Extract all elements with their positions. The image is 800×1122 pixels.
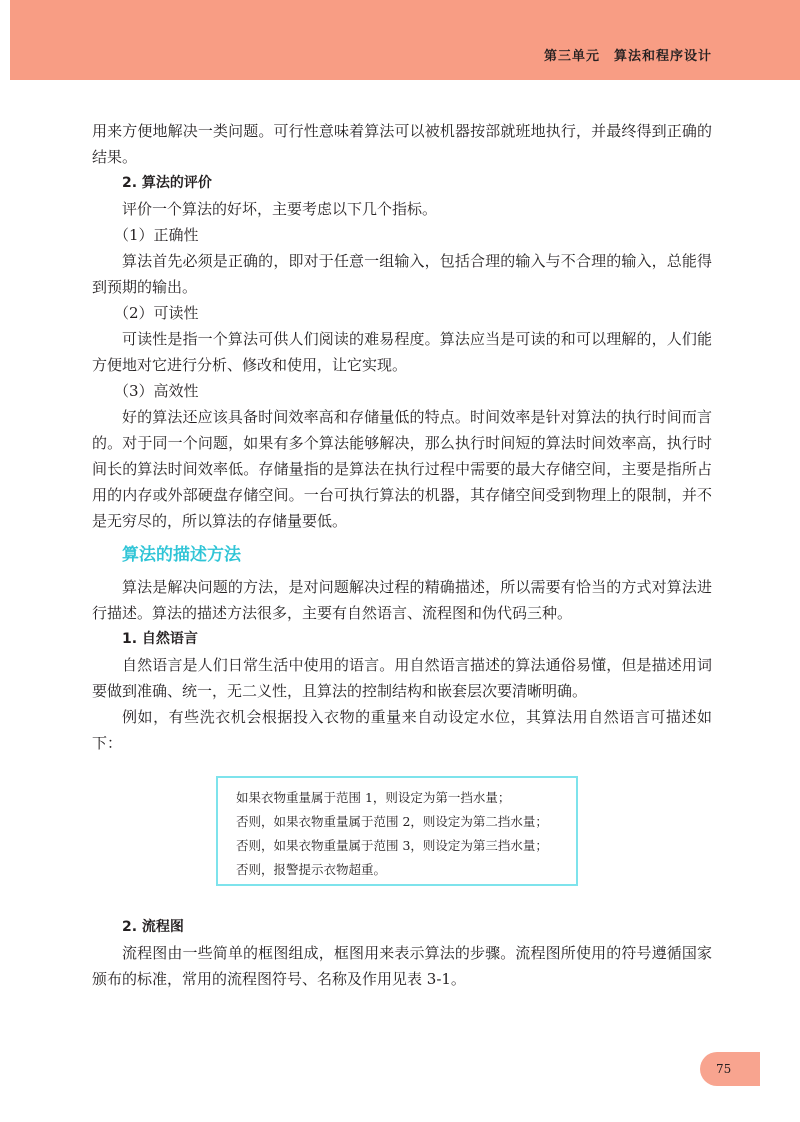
subheading-evaluation: 2. 算法的评价 bbox=[122, 175, 212, 191]
example-line: 否则，报警提示衣物超重。 bbox=[236, 862, 387, 877]
criterion-efficiency: （3）高效性 bbox=[114, 382, 199, 400]
example-line: 如果衣物重量属于范围 1，则设定为第一挡水量； bbox=[236, 790, 511, 805]
correctness-paragraph: 算法首先必须是正确的，即对于任意一组输入，包括合理的输入与不合理的输入，总能得到预期的输出。 bbox=[92, 252, 712, 296]
criterion-correctness: （1）正确性 bbox=[114, 226, 199, 244]
readability-paragraph: 可读性是指一个算法可供人们阅读的难易程度。算法应当是可读的和可以理解的，人们能方便地对它进行分析、修改和使用，让它实现。 bbox=[92, 330, 712, 374]
page-body bbox=[92, 118, 712, 992]
example-box bbox=[216, 776, 578, 886]
subheading-natural-language: 1. 自然语言 bbox=[122, 631, 198, 647]
evaluation-intro: 评价一个算法的好坏，主要考虑以下几个指标。 bbox=[122, 200, 438, 218]
section-intro: 算法是解决问题的方法，是对问题解决过程的精确描述，所以需要有恰当的方式对算法进行描述。算法的描述方法很多，主要有自然语言、流程图和伪代码三种。 bbox=[92, 578, 712, 622]
flowchart-paragraph: 流程图由一些简单的框图组成，框图用来表示算法的步骤。流程图所使用的符号遵循国家颁布的标准，常用的流程图符号、名称及作用见表 3-1。 bbox=[92, 944, 712, 988]
example-paragraph: 例如，有些洗衣机会根据投入衣物的重量来自动设定水位，其算法用自然语言可描述如下： bbox=[92, 708, 712, 752]
natural-language-paragraph: 自然语言是人们日常生活中使用的语言。用自然语言描述的算法通俗易懂，但是描述用词要做到准确、统一，无二义性，且算法的控制结构和嵌套层次要清晰明确。 bbox=[92, 656, 712, 700]
page-number: 75 bbox=[716, 1062, 732, 1076]
example-line: 否则，如果衣物重量属于范围 3，则设定为第三挡水量； bbox=[236, 838, 548, 853]
continued-paragraph: 用来方便地解决一类问题。可行性意味着算法可以被机器按部就班地执行，并最终得到正确的结果。 bbox=[92, 122, 712, 166]
efficiency-paragraph: 好的算法还应该具备时间效率高和存储量低的特点。时间效率是针对算法的执行时间而言的。对于同一个问题，如果有多个算法能够解决，那么执行时间短的算法时间效率高，执行时间长的算法时间效率低。存储量指的是算法在执行过程中需要的最大存储空间，主要是指所占用的内存或外部硬盘存储空间。一台可执行算法的机器，其存储空间受到物理上的限制，并不是无穷尽的，所以算法的存储量要低。 bbox=[92, 408, 712, 530]
criterion-readability: （2）可读性 bbox=[114, 304, 199, 322]
running-header: 第三单元 算法和程序设计 bbox=[543, 49, 712, 64]
header-band bbox=[10, 0, 800, 80]
example-line: 否则，如果衣物重量属于范围 2，则设定为第二挡水量； bbox=[236, 814, 548, 829]
subheading-flowchart: 2. 流程图 bbox=[122, 919, 184, 935]
section-title: 算法的描述方法 bbox=[122, 545, 241, 565]
